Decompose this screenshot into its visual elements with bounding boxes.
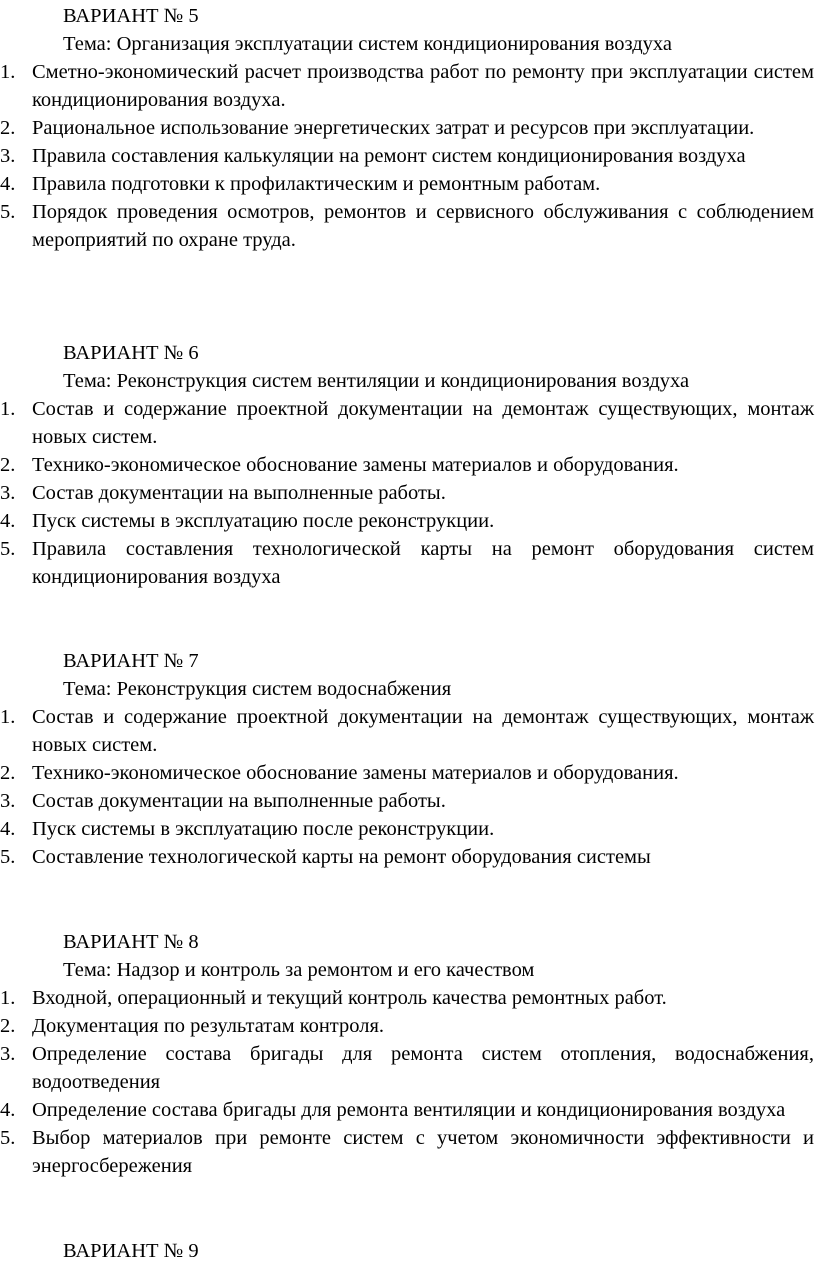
item-number: 3.: [0, 482, 16, 504]
variant-topic: Тема: Реконструкция систем водоснабжения: [63, 678, 452, 700]
variant-title: ВАРИАНТ № 7: [63, 650, 199, 672]
item-text: Рациональное использование энергетических затрат и ресурсов при эксплуатации.: [32, 117, 755, 139]
item-text: Правила подготовки к профилактическим и ремонтным работам.: [32, 173, 601, 195]
list-item: [0, 815, 814, 843]
list-item: [0, 703, 814, 759]
item-number: 2.: [0, 454, 16, 476]
item-text: Правила составления технологической карты на ремонт оборудования систем кондиционирования воздуха: [32, 538, 814, 588]
variant-topic: Тема: Организация эксплуатации систем кондиционирования воздуха: [63, 33, 673, 55]
item-text: Состав и содержание проектной документации на демонтаж существующих, монтаж новых систем.: [32, 706, 814, 756]
item-text: Правила составления калькуляции на ремонт систем кондиционирования воздуха: [32, 145, 746, 167]
variant-section: [0, 2, 814, 254]
item-number: 1.: [0, 61, 16, 83]
list-item: [0, 395, 814, 451]
question-list: [0, 395, 814, 591]
variant-section: [0, 339, 814, 591]
item-number: 3.: [0, 1043, 16, 1065]
list-item: [0, 1040, 814, 1096]
list-item: [0, 1124, 814, 1180]
item-text: Определение состава бригады для ремонта систем отопления, водоснабжения, водоотведения: [32, 1043, 814, 1093]
item-text: Пуск системы в эксплуатацию после реконструкции.: [32, 818, 495, 840]
item-number: 1.: [0, 987, 16, 1009]
item-number: 4.: [0, 1099, 16, 1121]
item-number: 5.: [0, 846, 16, 868]
question-list: [0, 984, 814, 1180]
list-item: [0, 479, 814, 507]
variant-title: ВАРИАНТ № 9: [63, 1240, 199, 1262]
list-item: [0, 1012, 814, 1040]
list-item: [0, 451, 814, 479]
item-text: Выбор материалов при ремонте систем с учетом экономичности эффективности и энергосбережения: [32, 1127, 814, 1177]
question-list: [0, 703, 814, 871]
item-text: Технико-экономическое обоснование замены материалов и оборудования.: [32, 454, 679, 476]
item-text: Входной, операционный и текущий контроль качества ремонтных работ.: [32, 987, 667, 1009]
item-number: 3.: [0, 145, 16, 167]
variant-title: ВАРИАНТ № 8: [63, 931, 199, 953]
item-text: Состав документации на выполненные работы.: [32, 790, 446, 812]
item-text: Состав и содержание проектной документации на демонтаж существующих, монтаж новых систем.: [32, 398, 814, 448]
variant-title: ВАРИАНТ № 6: [63, 342, 199, 364]
list-item: [0, 507, 814, 535]
question-list: [0, 58, 814, 254]
item-number: 2.: [0, 1015, 16, 1037]
variant-title: ВАРИАНТ № 5: [63, 5, 199, 27]
list-item: [0, 787, 814, 815]
variant-section: [0, 647, 814, 871]
item-number: 1.: [0, 398, 16, 420]
variant-topic: Тема: Реконструкция систем вентиляции и кондиционирования воздуха: [63, 370, 690, 392]
item-number: 4.: [0, 818, 16, 840]
list-item: [0, 984, 814, 1012]
item-number: 2.: [0, 762, 16, 784]
variant-section: [0, 928, 814, 1180]
list-item: [0, 535, 814, 591]
item-text: Технико-экономическое обоснование замены материалов и оборудования.: [32, 762, 679, 784]
item-text: Пуск системы в эксплуатацию после реконструкции.: [32, 510, 495, 532]
list-item: [0, 759, 814, 787]
item-number: 1.: [0, 706, 16, 728]
item-number: 5.: [0, 538, 16, 560]
item-text: Состав документации на выполненные работы.: [32, 482, 446, 504]
item-text: Сметно-экономический расчет производства работ по ремонту при эксплуатации систем кондиционирования воздуха.: [32, 61, 814, 111]
list-item: [0, 843, 814, 871]
item-text: Определение состава бригады для ремонта вентиляции и кондиционирования воздуха: [32, 1099, 786, 1121]
item-number: 5.: [0, 201, 16, 223]
item-number: 2.: [0, 117, 16, 139]
item-number: 5.: [0, 1127, 16, 1149]
list-item: [0, 142, 814, 170]
item-number: 3.: [0, 790, 16, 812]
list-item: [0, 170, 814, 198]
item-text: Порядок проведения осмотров, ремонтов и сервисного обслуживания с соблюдением мероприятий по охране труда.: [32, 201, 814, 251]
list-item: [0, 58, 814, 114]
list-item: [0, 198, 814, 254]
item-number: 4.: [0, 173, 16, 195]
item-number: 4.: [0, 510, 16, 532]
item-text: Составление технологической карты на ремонт оборудования системы: [32, 846, 651, 868]
variant-topic: Тема: Надзор и контроль за ремонтом и его качеством: [63, 959, 535, 981]
variant-section: [0, 1237, 814, 1265]
list-item: [0, 1096, 814, 1124]
list-item: [0, 114, 814, 142]
item-text: Документация по результатам контроля.: [32, 1015, 385, 1037]
